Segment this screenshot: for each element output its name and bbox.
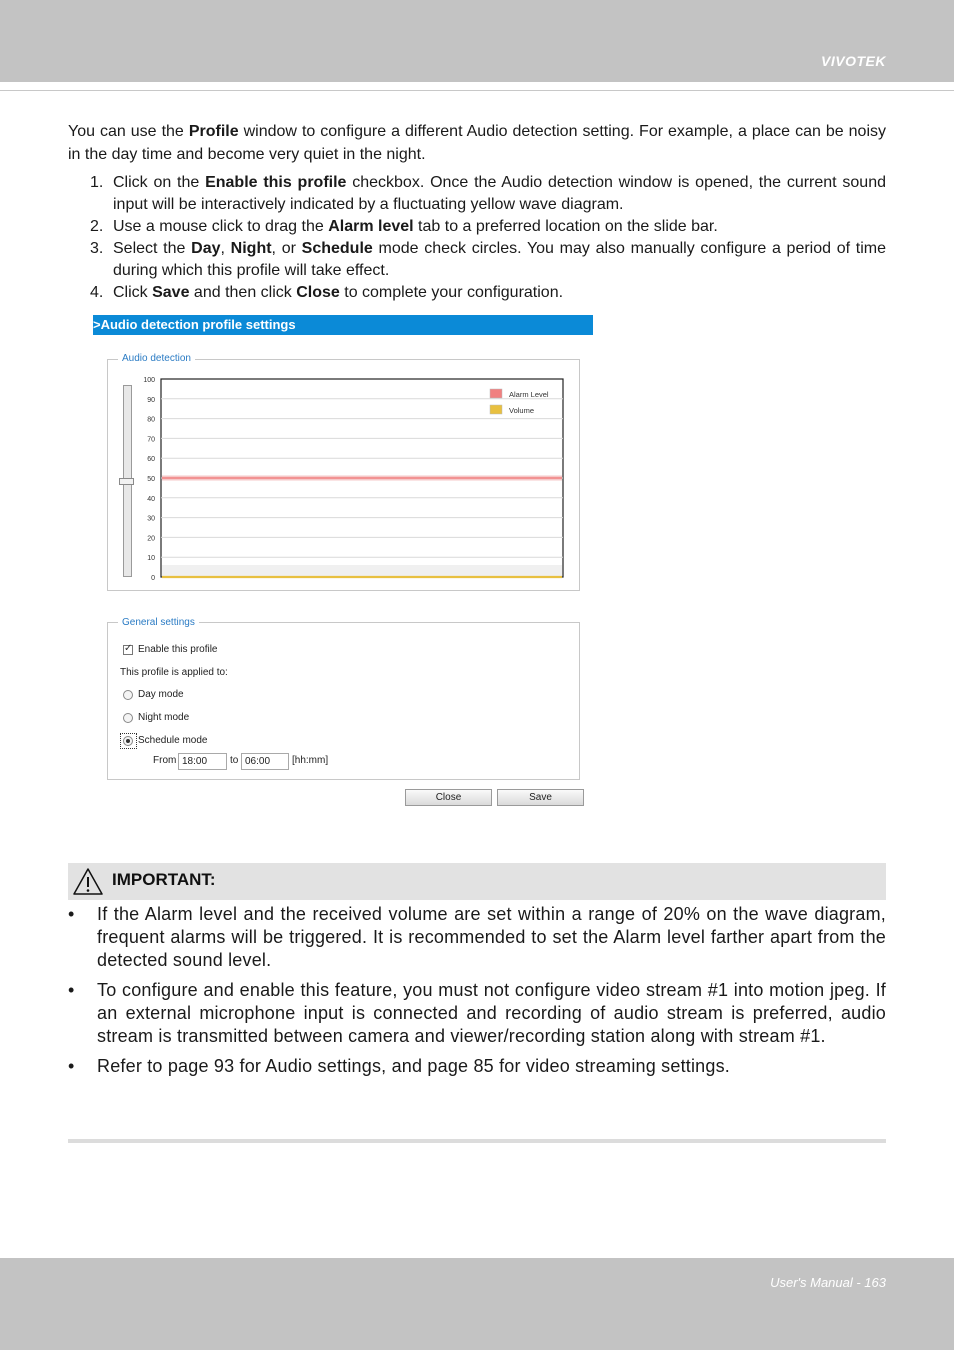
intro-paragraph — [68, 120, 886, 166]
header-divider — [0, 90, 954, 91]
legend-swatch — [490, 405, 502, 414]
step-bold: Schedule — [301, 240, 373, 257]
step-bold: Day — [191, 240, 221, 257]
step-text: to complete your configuration. — [339, 284, 564, 301]
close-button[interactable]: Close — [405, 789, 492, 806]
y-tick-label: 60 — [147, 456, 155, 464]
step-bold: Enable this profile — [205, 174, 347, 191]
step-text: Use a mouse click to drag the — [113, 218, 329, 235]
y-tick-label: 90 — [147, 396, 155, 404]
y-tick-label: 100 — [143, 377, 155, 384]
step-number: 2. — [90, 218, 104, 235]
step-bold: Alarm level — [328, 218, 414, 235]
content-bottom-rule — [68, 1139, 886, 1143]
page-number: User's Manual - 163 — [770, 1275, 886, 1290]
step-text: , or — [271, 240, 302, 257]
y-tick-label: 80 — [147, 416, 155, 424]
to-time-input[interactable] — [241, 753, 289, 770]
step-text: , — [220, 240, 231, 257]
header-bar — [0, 0, 954, 82]
legend-swatch — [490, 389, 502, 398]
footer-bar — [0, 1258, 954, 1350]
bullet-marker: • — [68, 1056, 75, 1076]
steps-list — [90, 172, 886, 304]
step-number: 3. — [90, 240, 104, 257]
enable-profile-checkbox[interactable] — [123, 645, 133, 655]
important-bullets — [68, 903, 886, 1085]
step-text: mode check circles. You may also manually configure a period of time during which this profile will take effect. — [113, 240, 887, 279]
enable-profile-label: Enable this profile — [138, 644, 218, 655]
save-button[interactable]: Save — [497, 789, 584, 806]
y-tick-label: 10 — [147, 555, 155, 563]
step-text: Select the — [113, 240, 192, 257]
bullet-item — [68, 1055, 886, 1078]
step-2 — [90, 216, 886, 238]
intro-text: You can use the — [68, 123, 189, 140]
panel-title: >Audio detection profile settings — [93, 315, 593, 335]
legend-label: Alarm Level — [509, 390, 549, 399]
brand-logo: VIVOTEK — [821, 53, 886, 69]
important-banner — [68, 863, 886, 900]
schedule-mode-label: Schedule mode — [138, 735, 208, 746]
night-mode-radio[interactable] — [123, 713, 133, 723]
step-text: Click on the — [113, 174, 206, 191]
step-number: 4. — [90, 284, 104, 301]
step-text: and then click — [189, 284, 297, 301]
alarm-level-slider-handle[interactable] — [119, 478, 134, 485]
step-4 — [90, 282, 886, 304]
bullet-text: To configure and enable this feature, you must not configure video stream #1 into motion jpeg. If an external microphone input is connected and recording of audio stream is preferred, audio stream is transmitted between camera and viewer/recording station along with stream #1. — [97, 980, 886, 1046]
to-label: to — [230, 755, 239, 766]
y-tick-label: 50 — [147, 476, 155, 483]
step-text: tab to a preferred location on the slide bar. — [413, 218, 718, 235]
y-tick-label: 0 — [151, 575, 155, 582]
bullet-item — [68, 979, 886, 1048]
bullet-text: If the Alarm level and the received volume are set within a range of 20% on the wave diagram, frequent alarms will be triggered. It is recommended to set the Alarm level farther apart from the detected sound level. — [97, 904, 886, 970]
step-text: checkbox. Once the Audio detection window is opened, the current sound input will be interactively indicated by a fluctuating yellow wave diagram. — [113, 174, 887, 213]
day-mode-radio[interactable] — [123, 690, 133, 700]
legend-label: Volume — [509, 406, 535, 415]
night-mode-label: Night mode — [138, 712, 190, 723]
step-bold: Night — [230, 240, 272, 257]
schedule-mode-radio[interactable] — [123, 736, 133, 746]
y-tick-label: 70 — [147, 436, 155, 444]
from-time-input[interactable] — [178, 753, 227, 770]
y-tick-label: 20 — [147, 535, 155, 543]
y-tick-label: 40 — [147, 495, 155, 503]
bullet-item — [68, 903, 886, 972]
intro-text: window to configure a different Audio detection setting. For example, a place can be noisy in the day time and become very quiet in the night. — [68, 123, 887, 163]
step-text: Click — [113, 284, 153, 301]
plot-bottom-shade — [162, 565, 562, 576]
audio-wave-chart — [135, 372, 565, 582]
step-bold: Close — [296, 284, 340, 301]
step-number: 1. — [90, 174, 104, 191]
step-3 — [90, 238, 886, 282]
warning-icon — [71, 866, 105, 897]
bullet-marker: • — [68, 980, 75, 1000]
time-format-hint: [hh:mm] — [292, 755, 329, 766]
from-label: From — [153, 755, 177, 766]
applied-to-label: This profile is applied to: — [120, 667, 228, 678]
audio-detection-legend: Audio detection — [118, 353, 195, 364]
intro-bold: Profile — [188, 123, 239, 140]
important-label: IMPORTANT: — [112, 870, 216, 889]
general-settings-legend: General settings — [118, 617, 199, 628]
y-tick-label: 30 — [147, 515, 155, 523]
day-mode-label: Day mode — [138, 689, 184, 700]
bullet-text: Refer to page 93 for Audio settings, and page 85 for video streaming settings. — [97, 1056, 730, 1076]
step-1 — [90, 172, 886, 216]
bullet-marker: • — [68, 904, 75, 924]
step-bold: Save — [152, 284, 190, 301]
